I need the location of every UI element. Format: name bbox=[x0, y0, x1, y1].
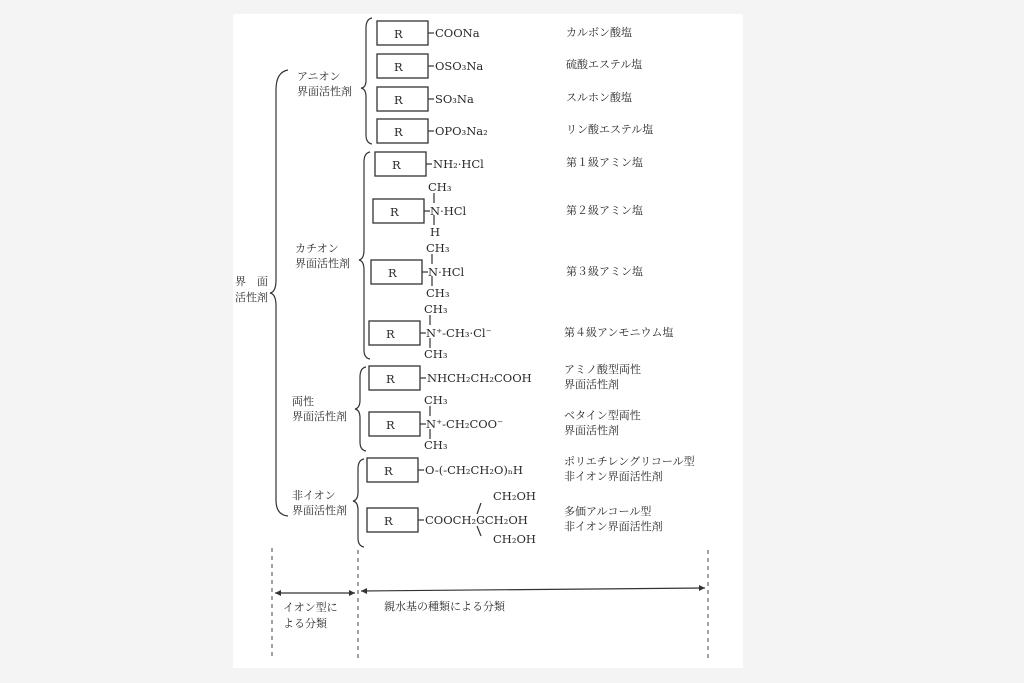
formula-12-mid: -CH₂OH bbox=[481, 513, 528, 527]
formula-8: N⁺-CH₃·Cl⁻ bbox=[426, 326, 492, 340]
formula-9: NHCH₂CH₂COOH bbox=[427, 371, 532, 385]
r-label: R bbox=[392, 158, 401, 172]
formula-12: COOCH₂C bbox=[425, 513, 485, 527]
name-1: カルボン酸塩 bbox=[566, 26, 632, 39]
formula-7: N·HCl bbox=[428, 265, 465, 279]
formula-3: SO₃Na bbox=[435, 92, 474, 106]
r-label: R bbox=[384, 464, 393, 478]
name-9-line1: アミノ酸型両性 bbox=[564, 363, 641, 376]
formula-1: COONa bbox=[435, 26, 480, 40]
nonionic-brace bbox=[353, 459, 364, 547]
group-cation-line1: カチオン bbox=[295, 242, 339, 255]
r-label: R bbox=[394, 27, 403, 41]
formula-8-top: CH₃ bbox=[424, 302, 448, 316]
r-label: R bbox=[394, 60, 403, 74]
group-anion-line1: アニオン bbox=[297, 70, 341, 83]
root-brace bbox=[270, 70, 288, 516]
arrow-hydrophilic bbox=[361, 588, 705, 591]
footer-left-line1: イオン型に bbox=[283, 601, 338, 614]
name-10-line2: 界面活性剤 bbox=[564, 424, 619, 437]
name-8: 第４級アンモニウム塩 bbox=[564, 326, 674, 339]
group-nonionic-line2: 界面活性剤 bbox=[292, 504, 347, 517]
name-7: 第３級アミン塩 bbox=[566, 265, 643, 278]
formula-2: OSO₃Na bbox=[435, 59, 484, 73]
formula-5: NH₂·HCl bbox=[433, 157, 484, 171]
r-label: R bbox=[388, 266, 397, 280]
r-label: R bbox=[386, 327, 395, 341]
r-label: R bbox=[394, 125, 403, 139]
formula-6: N·HCl bbox=[430, 204, 467, 218]
anion-brace bbox=[361, 18, 372, 144]
group-nonionic-line1: 非イオン bbox=[292, 489, 336, 502]
root-label-line2: 活性剤 bbox=[235, 291, 268, 304]
name-6: 第２級アミン塩 bbox=[566, 204, 643, 217]
name-12-line2: 非イオン界面活性剤 bbox=[564, 520, 663, 533]
formula-10: N⁺-CH₂COO⁻ bbox=[426, 417, 504, 431]
formula-12-top: CH₂OH bbox=[493, 489, 536, 503]
arrowhead-left bbox=[361, 588, 367, 594]
name-9-line2: 界面活性剤 bbox=[564, 378, 619, 391]
arrowhead-left bbox=[275, 590, 281, 596]
r-label: R bbox=[386, 418, 395, 432]
name-5: 第１級アミン塩 bbox=[566, 156, 643, 169]
arrowhead-right bbox=[699, 585, 705, 591]
group-amphoteric-line2: 界面活性剤 bbox=[292, 410, 347, 423]
footer-right: 親水基の種類による分類 bbox=[384, 600, 505, 613]
footer-left-line2: よる分類 bbox=[283, 617, 327, 630]
r-label: R bbox=[386, 372, 395, 386]
formula-7-bottom: CH₃ bbox=[426, 286, 450, 300]
group-anion-line2: 界面活性剤 bbox=[297, 85, 352, 98]
group-cation-line2: 界面活性剤 bbox=[295, 257, 350, 270]
name-11-line2: 非イオン界面活性剤 bbox=[564, 470, 663, 483]
root-label-line1: 界 面 bbox=[235, 275, 268, 288]
formula-4: OPO₃Na₂ bbox=[435, 124, 488, 138]
name-3: スルホン酸塩 bbox=[566, 91, 632, 104]
name-2: 硫酸エステル塩 bbox=[566, 58, 643, 71]
formula-10-top: CH₃ bbox=[424, 393, 448, 407]
name-10-line1: ベタイン型両性 bbox=[564, 409, 641, 422]
formula-11: O-(-CH₂CH₂O)ₙH bbox=[425, 463, 523, 477]
r-label: R bbox=[394, 93, 403, 107]
name-12-line1: 多価アルコール型 bbox=[564, 505, 652, 518]
formula-10-bottom: CH₃ bbox=[424, 438, 448, 452]
amphoteric-brace bbox=[355, 367, 366, 451]
formula-6-top: CH₃ bbox=[428, 180, 452, 194]
arrowhead-right bbox=[349, 590, 355, 596]
formula-8-bottom: CH₃ bbox=[424, 347, 448, 361]
formula-6-bottom: H bbox=[430, 225, 441, 239]
r-label: R bbox=[384, 514, 393, 528]
formula-12-bottom: CH₂OH bbox=[493, 532, 536, 546]
r-label: R bbox=[390, 205, 399, 219]
name-4: リン酸エステル塩 bbox=[566, 123, 654, 136]
name-11-line1: ポリエチレングリコール型 bbox=[564, 455, 695, 468]
formula-7-top: CH₃ bbox=[426, 241, 450, 255]
group-amphoteric-line1: 両性 bbox=[292, 395, 314, 408]
